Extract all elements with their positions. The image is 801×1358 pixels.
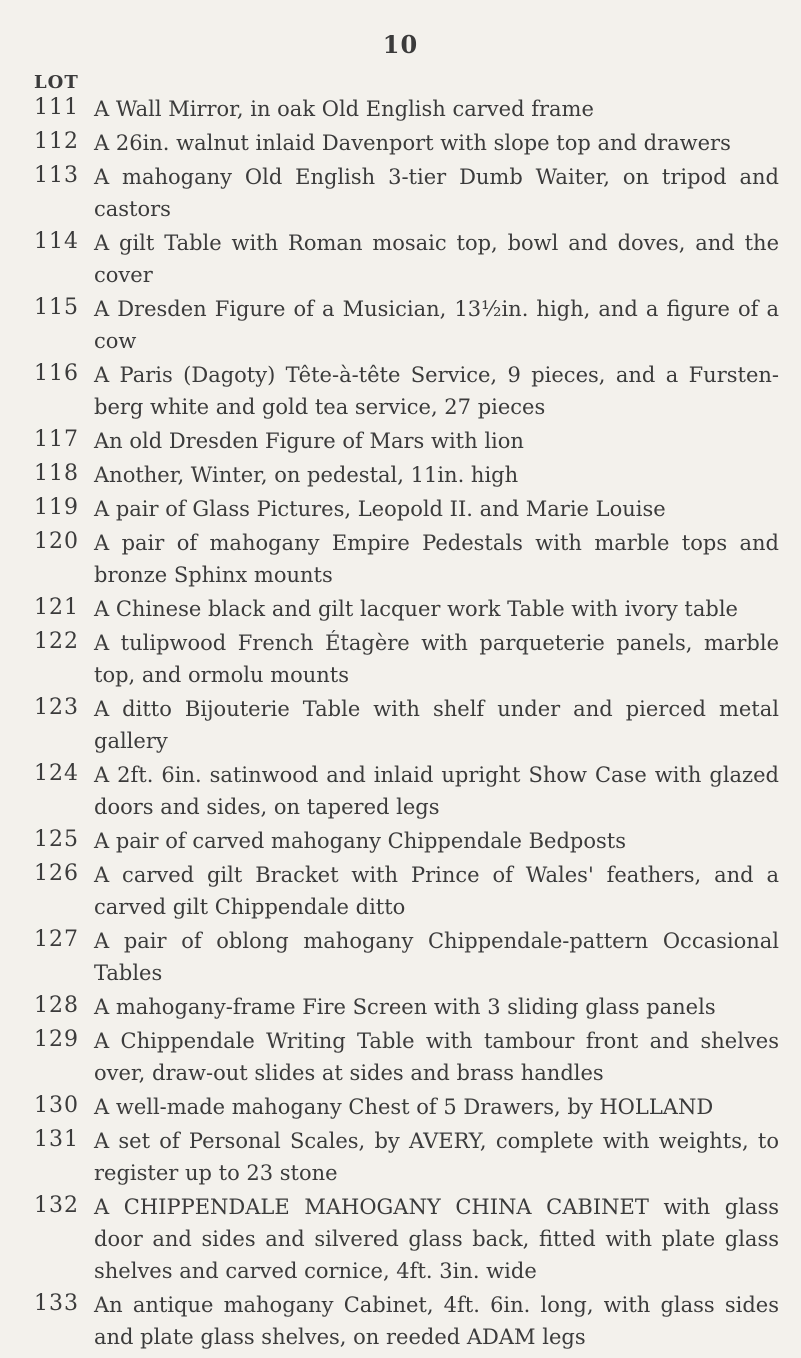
- lot-number: 129: [34, 1027, 79, 1052]
- lot-number: 112: [34, 129, 79, 154]
- lot-description: A 26in. walnut inlaid Davenport with slope top and drawers: [94, 131, 731, 155]
- lot-entry: [34, 291, 779, 357]
- lot-description: A pair of carved mahogany Chippendale Bedposts: [94, 829, 626, 853]
- lot-entry: [34, 125, 779, 159]
- lot-entry: [34, 457, 779, 491]
- lot-number: 128: [34, 993, 79, 1018]
- lot-entry: [34, 591, 779, 625]
- lot-entry: [34, 1023, 779, 1089]
- lot-description: A carved gilt Bracket with Prince of Wales' feathers, and a carved gilt Chippendale ditto: [94, 863, 779, 919]
- lot-description: A set of Personal Scales, by AVERY, complete with weights, to register up to 23 stone: [94, 1129, 779, 1185]
- lot-description: A gilt Table with Roman mosaic top, bowl and doves, and the cover: [94, 231, 779, 287]
- lot-description: A ditto Bijouterie Table with shelf under and pierced metal gallery: [94, 697, 779, 753]
- lot-number: 126: [34, 861, 79, 886]
- lot-description: A Wall Mirror, in oak Old English carved frame: [94, 97, 594, 121]
- lot-number: 111: [34, 95, 79, 120]
- lot-entry: [34, 857, 779, 923]
- lot-number: 115: [34, 295, 79, 320]
- lot-description: A Chippendale Writing Table with tambour front and shelves over, draw-out slides at sides and brass handles: [94, 1029, 779, 1085]
- lot-number: 124: [34, 761, 79, 786]
- lot-number: 117: [34, 427, 79, 452]
- lot-entry: [34, 757, 779, 823]
- lot-entry: [34, 989, 779, 1023]
- lot-description: A tulipwood French Étagère with parqueterie panels, marble top, and ormolu mounts: [94, 631, 779, 687]
- lot-description: A CHIPPENDALE MAHOGANY CHINA CABINET with glass door and sides and silvered glass back, fitted with plate glass shelves and carved cornice, 4ft. 3in. wide: [94, 1195, 779, 1283]
- lot-description: A Paris (Dagoty) Tête-à-tête Service, 9 pieces, and a Fursten-berg white and gold tea service, 27 pieces: [94, 363, 779, 419]
- lot-column-header: LOT: [34, 72, 79, 93]
- lot-description: An old Dresden Figure of Mars with lion: [94, 429, 524, 453]
- lot-description: A pair of mahogany Empire Pedestals with marble tops and bronze Sphinx mounts: [94, 531, 779, 587]
- lot-number: 120: [34, 529, 79, 554]
- lot-entry: [34, 1189, 779, 1287]
- lot-number: 125: [34, 827, 79, 852]
- lot-description: A Chinese black and gilt lacquer work Table with ivory table: [94, 597, 738, 621]
- lot-number: 122: [34, 629, 79, 654]
- lot-number: 123: [34, 695, 79, 720]
- lot-number: 118: [34, 461, 79, 486]
- lot-number: 127: [34, 927, 79, 952]
- lot-entry: [34, 491, 779, 525]
- lot-entry: [34, 357, 779, 423]
- page-number: 10: [382, 30, 419, 59]
- lot-entry: [34, 823, 779, 857]
- lot-number: 114: [34, 229, 79, 254]
- lot-number: 131: [34, 1127, 79, 1152]
- lot-number: 132: [34, 1193, 79, 1218]
- lot-number: 133: [34, 1291, 79, 1316]
- lot-description: Another, Winter, on pedestal, 11in. high: [94, 463, 519, 487]
- lot-description: A mahogany-frame Fire Screen with 3 sliding glass panels: [94, 995, 716, 1019]
- lot-number: 113: [34, 163, 79, 188]
- lot-description: A pair of Glass Pictures, Leopold II. and Marie Louise: [94, 497, 666, 521]
- lot-description: A mahogany Old English 3-tier Dumb Waiter, on tripod and castors: [94, 165, 779, 221]
- lot-list: [34, 91, 779, 1353]
- lot-entry: [34, 423, 779, 457]
- lot-number: 119: [34, 495, 79, 520]
- lot-entry: [34, 1123, 779, 1189]
- lot-description: A Dresden Figure of a Musician, 13½in. high, and a figure of a cow: [94, 297, 779, 353]
- lot-description: A pair of oblong mahogany Chippendale-pattern Occasional Tables: [94, 929, 779, 985]
- lot-entry: [34, 91, 779, 125]
- lot-number: 121: [34, 595, 79, 620]
- lot-entry: [34, 525, 779, 591]
- lot-entry: [34, 923, 779, 989]
- lot-entry: [34, 1287, 779, 1353]
- lot-description: A well-made mahogany Chest of 5 Drawers, by HOLLAND: [94, 1095, 714, 1119]
- lot-entry: [34, 625, 779, 691]
- lot-description: An antique mahogany Cabinet, 4ft. 6in. long, with glass sides and plate glass shelves, on reeded ADAM legs: [94, 1293, 779, 1349]
- lot-description: A 2ft. 6in. satinwood and inlaid upright Show Case with glazed doors and sides, on tapered legs: [94, 763, 779, 819]
- lot-entry: [34, 1089, 779, 1123]
- lot-entry: [34, 159, 779, 225]
- lot-entry: [34, 225, 779, 291]
- lot-number: 130: [34, 1093, 79, 1118]
- lot-number: 116: [34, 361, 79, 386]
- lot-entry: [34, 691, 779, 757]
